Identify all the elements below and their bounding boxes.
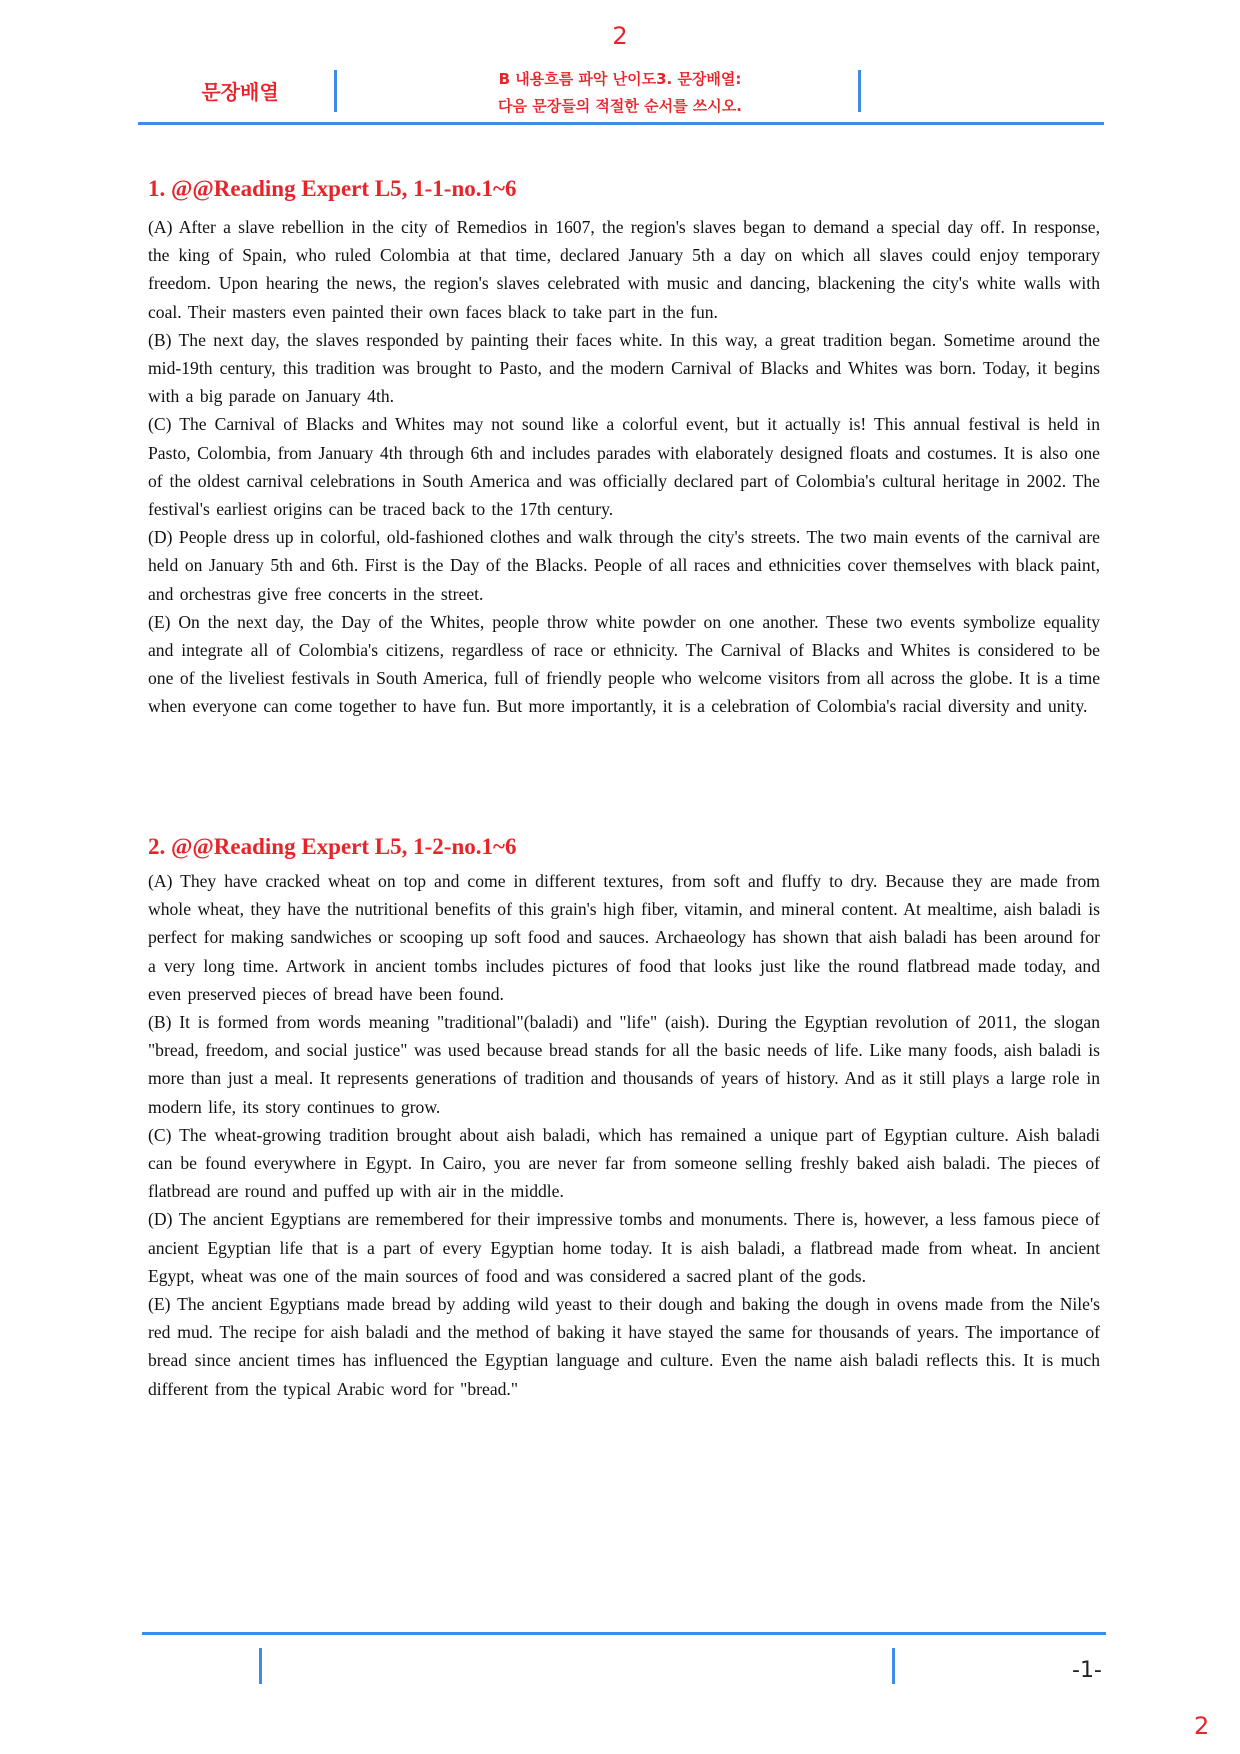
section-1-paragraph-d: (D) People dress up in colorful, old-fashioned clothes and walk through the city's streets. The two main events of the carnival are held on January 5th and 6th. First is the Day of the Blacks. People of all races and ethnicities cover themselves with black paint, and orchestras give free concerts in the street. <box>148 527 1100 604</box>
header-category: 문장배열 <box>201 80 279 104</box>
section-1-paragraph-b: (B) The next day, the slaves responded by painting their faces white. In this way, a great tradition began. Sometime around the mid-19th century, this tradition was brought to Pasto, and the modern Carnival of Blacks and Whites was born. Today, it begins with a big parade on January 4th. <box>148 329 1100 407</box>
section-1-body <box>148 213 1100 721</box>
header-instruction <box>360 66 880 120</box>
header-instruction-line2: 다음 문장들의 적절한 순서를 쓰시오. <box>498 97 742 115</box>
header-instruction-line1: B 내용흐름 파악 난이도3. 문장배열: <box>498 70 742 88</box>
bottom-page-number: 2 <box>1194 1712 1210 1740</box>
section-2-title: 2. @@Reading Expert L5, 1-2-no.1~6 <box>148 834 517 859</box>
section-2-paragraph-d: (D) The ancient Egyptians are remembered for their impressive tombs and monuments. There is, however, a less famous piece of ancient Egyptian life that is a part of every Egyptian home today. It is aish baladi, a flatbread made from wheat. In ancient Egypt, wheat was one of the main sources of food and was considered a sacred plant of the gods. <box>148 1209 1100 1286</box>
footer-rule <box>142 1632 1106 1635</box>
footer-divider-left <box>259 1648 262 1684</box>
section-2-body <box>148 867 1100 1403</box>
footer-page-label: -1- <box>1072 1658 1102 1683</box>
header-divider-right <box>858 70 861 112</box>
header-rule <box>138 122 1104 125</box>
section-2-paragraph-e: (E) The ancient Egyptians made bread by adding wild yeast to their dough and baking the dough in ovens made from the Nile's red mud. The recipe for aish baladi and the method of baking it have stayed the same for thousands of years. The importance of bread since ancient times has influenced the Egyptian language and culture. Even the name aish baladi reflects this. It is much different from the typical Arabic word for "bread." <box>148 1294 1100 1399</box>
footer-divider-right <box>892 1648 895 1684</box>
header-divider-left <box>334 70 337 112</box>
section-2-paragraph-c: (C) The wheat-growing tradition brought about aish baladi, which has remained a unique part of Egyptian culture. Aish baladi can be found everywhere in Egypt. In Cairo, you are never far from someone selling freshly baked aish baladi. The pieces of flatbread are round and puffed up with air in the middle. <box>148 1124 1100 1202</box>
section-1-paragraph-e: (E) On the next day, the Day of the Whites, people throw white powder on one another. These two events symbolize equality and integrate all of Colombia's citizens, regardless of race or ethnicity. The Carnival of Blacks and Whites is considered to be one of the liveliest festivals in South America, full of friendly people who welcome visitors from all across the globe. It is a time when everyone can come together to have fun. But more importantly, it is a celebration of Colombia's racial diversity and unity. <box>148 611 1100 717</box>
section-1-title: 1. @@Reading Expert L5, 1-1-no.1~6 <box>148 176 517 201</box>
section-2-paragraph-b: (B) It is formed from words meaning "traditional"(baladi) and "life" (aish). During the Egyptian revolution of 2011, the slogan "bread, freedom, and social justice" was used because bread stands for all the basic needs of life. Like many foods, aish baladi is more than just a meal. It represents generations of tradition and thousands of years of history. And as it still plays a large role in modern life, its story continues to grow. <box>148 1012 1100 1117</box>
section-1-paragraph-a: (A) After a slave rebellion in the city of Remedios in 1607, the region's slaves began to demand a special day off. In response, the king of Spain, who ruled Colombia at that time, declared January 5th a day on which all slaves could enjoy temporary freedom. Upon hearing the news, the region's slaves celebrated with music and dancing, blackening the city's white walls with coal. Their masters even painted their own faces black to take part in the fun. <box>148 217 1100 322</box>
top-page-number: 2 <box>612 22 628 50</box>
section-2-paragraph-a: (A) They have cracked wheat on top and come in different textures, from soft and fluffy to dry. Because they are made from whole wheat, they have the nutritional benefits of this grain's high fiber, vitamin, and mineral content. At mealtime, aish baladi is perfect for making sandwiches or scooping up soft food and sauces. Archaeology has shown that aish baladi has been around for a very long time. Artwork in ancient tombs includes pictures of food that looks just like the round flatbread made today, and even preserved pieces of bread have been found. <box>148 871 1100 1004</box>
section-1-paragraph-c: (C) The Carnival of Blacks and Whites may not sound like a colorful event, but it actually is! This annual festival is held in Pasto, Colombia, from January 4th through 6th and includes parades with elaborately designed floats and costumes. It is also one of the oldest carnival celebrations in South America and was officially declared part of Colombia's cultural heritage in 2002. The festival's earliest origins can be traced back to the 17th century. <box>148 414 1100 520</box>
